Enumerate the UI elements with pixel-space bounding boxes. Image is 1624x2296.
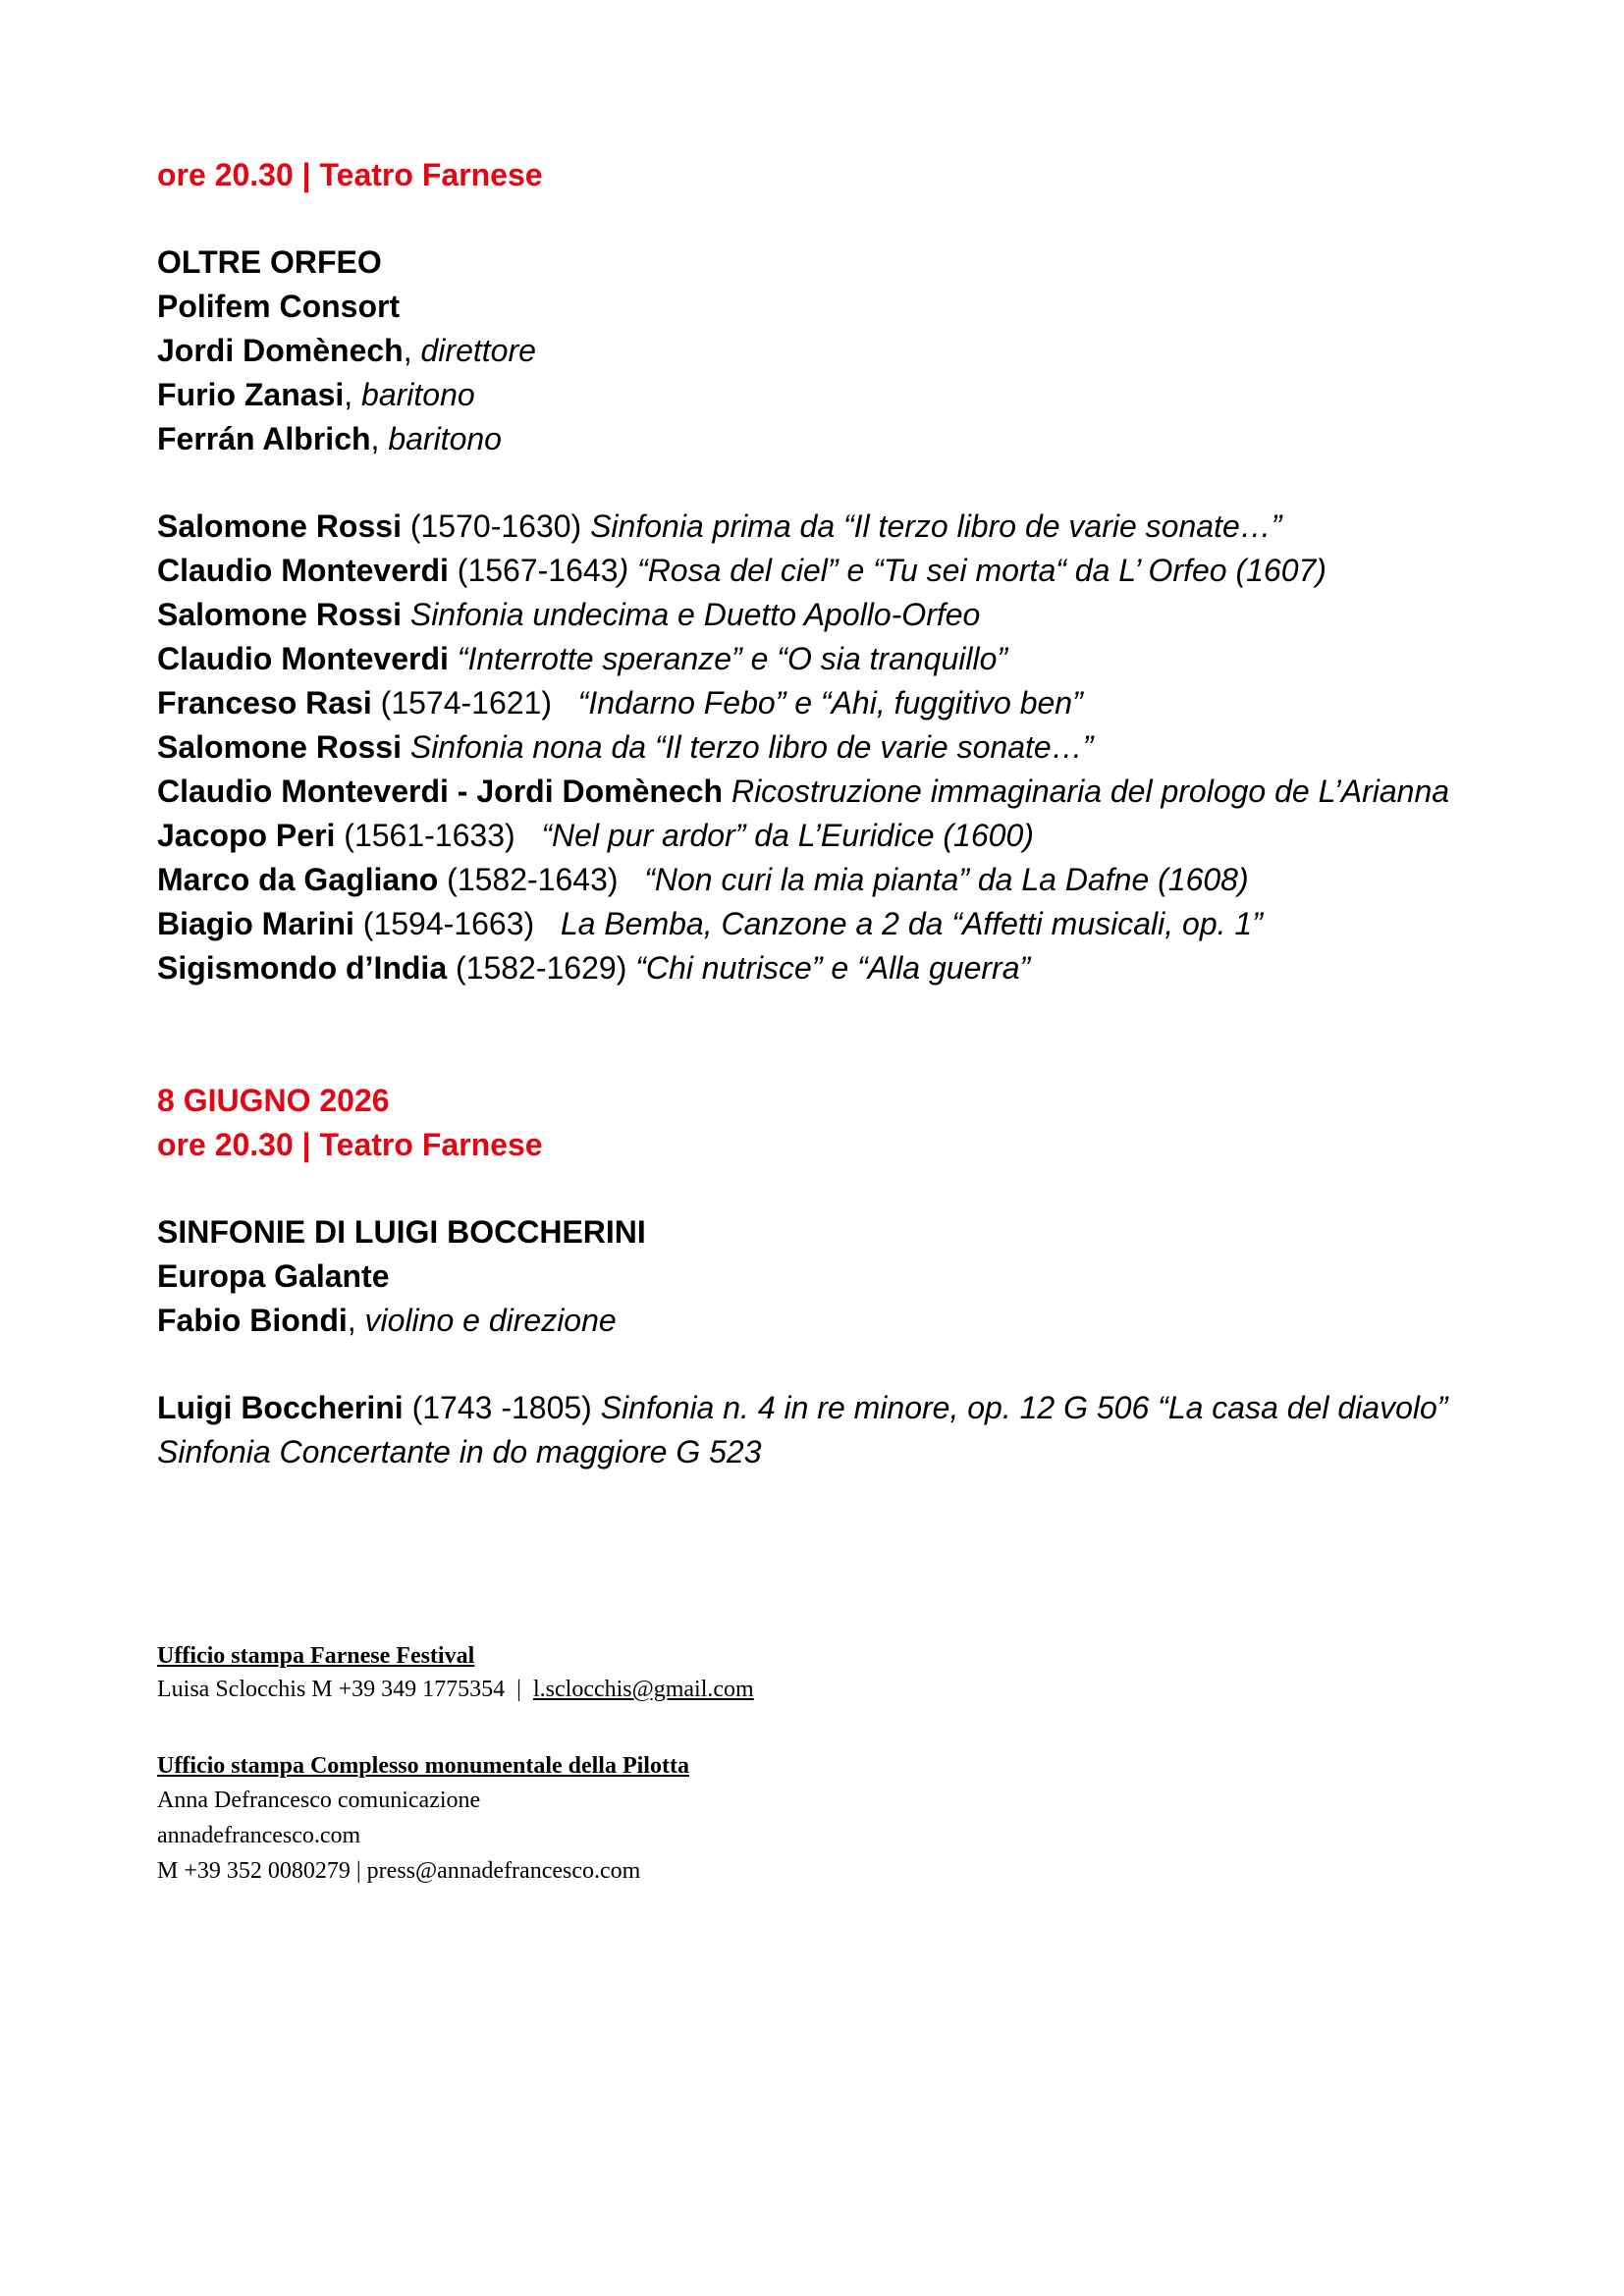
composer: Salomone Rossi (157, 508, 402, 544)
composer: Claudio Monteverdi - Jordi Domènech (157, 774, 724, 809)
event2-ensemble: Europa Galante (157, 1258, 390, 1294)
dates (402, 729, 410, 765)
performer-name: Fabio Biondi (157, 1303, 348, 1338)
dates: (1743 -1805) (403, 1390, 601, 1425)
dates: (1582-1629) (447, 950, 636, 986)
performer-name: Jordi Domènech (157, 333, 404, 368)
work: “Chi nutrisce” e “Alla guerra” (635, 950, 1031, 986)
program-item (157, 860, 1249, 899)
performer-line (157, 1301, 617, 1340)
program-item (157, 551, 1326, 590)
composer: Biagio Marini (157, 906, 354, 941)
press-office1-contact (157, 1675, 754, 1704)
performer-role: direttore (420, 333, 536, 368)
composer: Franceso Rasi (157, 685, 372, 721)
dates: (1561-1633) (335, 818, 542, 853)
composer: Claudio Monteverdi (157, 553, 449, 588)
press-office2-website: annadefrancesco.com (157, 1823, 361, 1848)
composer: Sigismondo d’India (157, 950, 448, 986)
program-item (157, 595, 980, 634)
dates: (1567-1643 (448, 553, 619, 588)
work: Ricostruzione immaginaria del prologo de L’Arianna (731, 774, 1450, 809)
program-item (157, 816, 1034, 855)
program-item (157, 772, 1449, 811)
event2-title: SINFONIE DI LUIGI BOCCHERINI (157, 1214, 646, 1250)
composer: Marco da Gagliano (157, 862, 439, 897)
work: “Non curi la mia pianta” da La Dafne (1608) (644, 862, 1249, 897)
program-item (157, 727, 1093, 767)
performer-line (157, 419, 502, 458)
work: “Interrotte speranze” e “O sia tranquillo” (457, 641, 1008, 676)
press-office2-title: Ufficio stampa Complesso monumentale della Pilotta (157, 1753, 689, 1779)
event2-date: 8 GIUGNO 2026 (157, 1083, 390, 1118)
work: La Bemba, Canzone a 2 da “Affetti musicali, op. 1” (560, 906, 1263, 941)
program-item (157, 948, 1030, 988)
dates (449, 641, 458, 676)
press-office1-title: Ufficio stampa Farnese Festival (157, 1643, 475, 1669)
composer: Jacopo Peri (157, 818, 336, 853)
work: “Indarno Febo” e “Ahi, fuggitivo ben” (577, 685, 1083, 721)
event1-title: OLTRE ORFEO (157, 244, 382, 280)
program-item (157, 639, 1007, 678)
work: “Nel pur ardor” da L’Euridice (1600) (541, 818, 1034, 853)
work: Sinfonia nona da “Il terzo libro de varie sonate…” (409, 729, 1094, 765)
performer-line (157, 331, 536, 370)
separator: , (403, 333, 421, 368)
separator: , (347, 1303, 365, 1338)
event1-time-venue: ore 20.30 | Teatro Farnese (157, 157, 543, 192)
program-item (157, 683, 1083, 722)
performer-role: baritono (388, 421, 502, 456)
press-office2-contact: M +39 352 0080279 | press@annadefrancesco.com (157, 1858, 641, 1884)
performer-role: violino e direzione (364, 1303, 617, 1338)
composer: Salomone Rossi (157, 597, 402, 632)
performer-line (157, 375, 475, 414)
contact-text: Luisa Sclocchis M +39 349 1775354 | (157, 1677, 533, 1702)
program-item (157, 904, 1263, 943)
work: Sinfonia undecima e Duetto Apollo-Orfeo (409, 597, 981, 632)
dates: (1574-1621) (371, 685, 578, 721)
work: Sinfonia prima da “Il terzo libro de varie sonate…” (590, 508, 1282, 544)
program-work: Sinfonia Concertante in do maggiore G 523 (157, 1434, 762, 1469)
program-item (157, 507, 1281, 546)
dates: (1594-1663) (353, 906, 561, 941)
event1-ensemble: Polifem Consort (157, 289, 401, 324)
dates: (1582-1643) (438, 862, 645, 897)
program-item (157, 1388, 1447, 1427)
event2-time-venue: ore 20.30 | Teatro Farnese (157, 1127, 543, 1162)
composer: Claudio Monteverdi (157, 641, 449, 676)
dates (402, 597, 410, 632)
separator: , (370, 421, 389, 456)
press-office2-name: Anna Defrancesco comunicazione (157, 1788, 481, 1813)
performer-name: Ferrán Albrich (157, 421, 371, 456)
composer: Luigi Boccherini (157, 1390, 404, 1425)
dates: (1570-1630) (401, 508, 591, 544)
separator: , (344, 377, 362, 412)
performer-role: baritono (361, 377, 475, 412)
email-link[interactable]: l.sclocchis@gmail.com (532, 1677, 754, 1702)
work: Sinfonia n. 4 in re minore, op. 12 G 506 “La casa del diavolo” (600, 1390, 1448, 1425)
performer-name: Furio Zanasi (157, 377, 345, 412)
dates (723, 774, 731, 809)
composer: Salomone Rossi (157, 729, 402, 765)
work: ) “Rosa del ciel” e “Tu sei morta“ da L’ Orfeo (1607) (618, 553, 1326, 588)
